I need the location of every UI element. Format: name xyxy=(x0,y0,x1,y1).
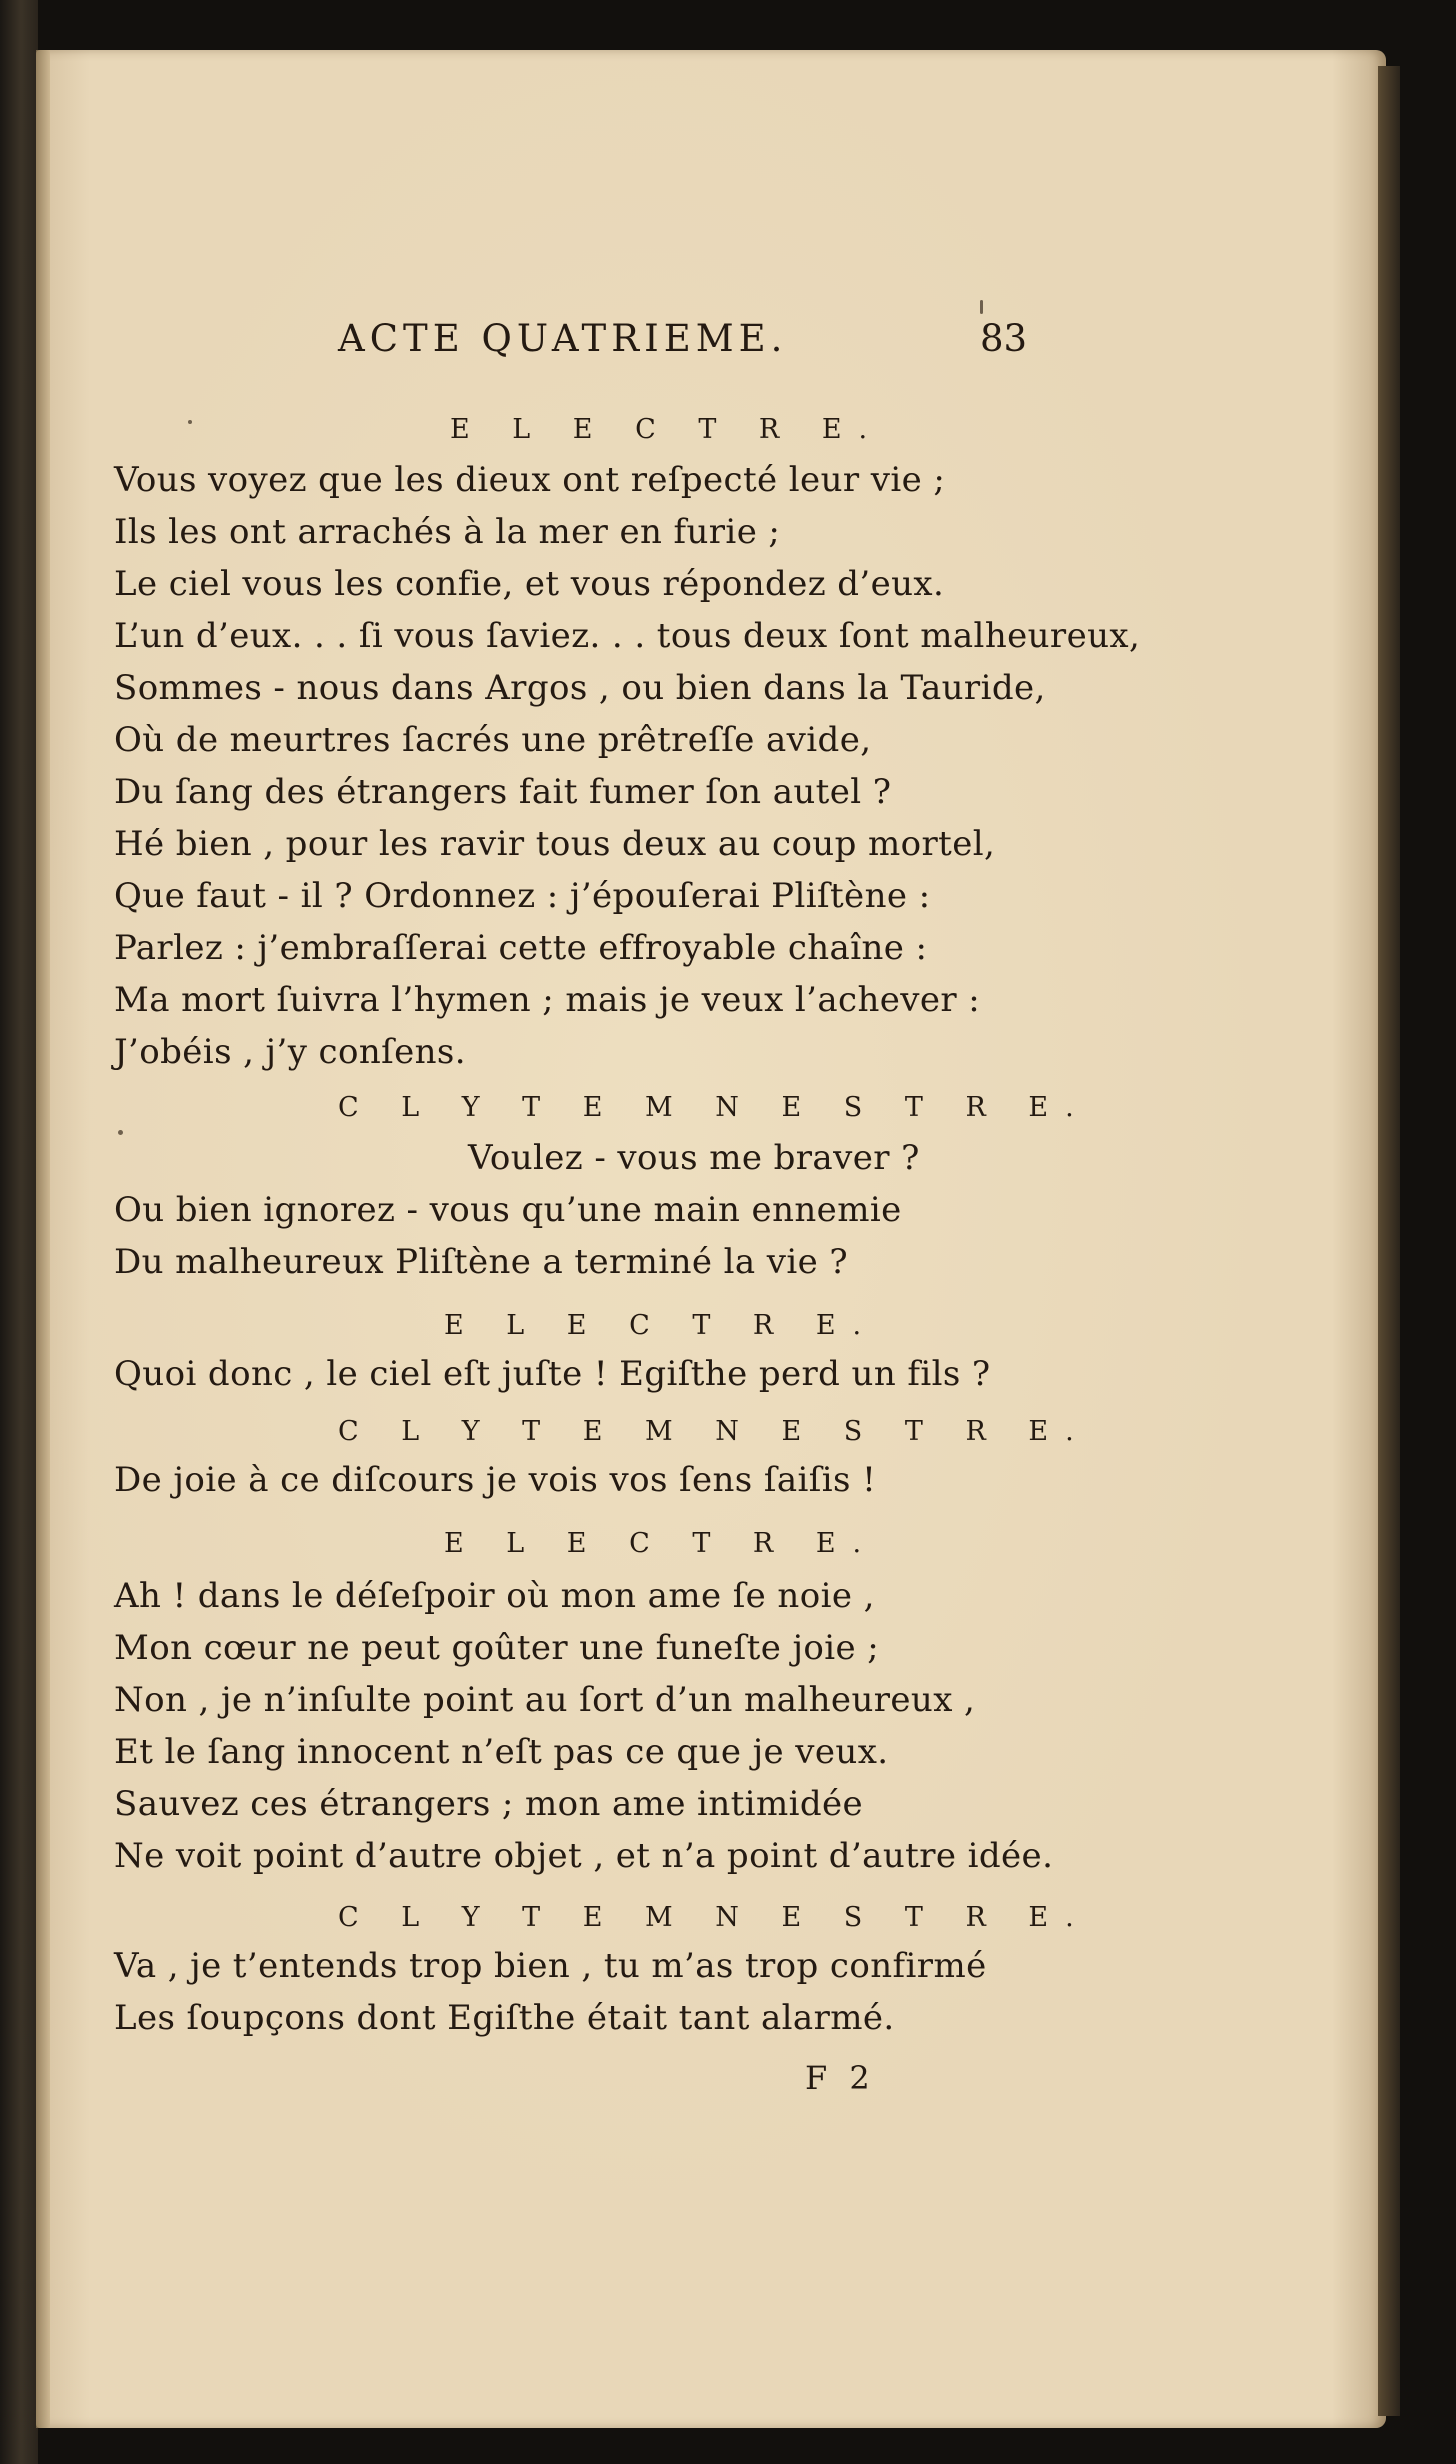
verse-line: Ils les ont arrachés à la mer en furie ; xyxy=(114,512,781,552)
speaker-name: E L E C T R E. xyxy=(450,414,885,445)
verse-line: Parlez : j’embraſſerai cette effroyable chaîne : xyxy=(114,928,928,968)
speaker-name: E L E C T R E. xyxy=(444,1310,879,1341)
verse-line: Et le ſang innocent n’eſt pas ce que je veux. xyxy=(114,1732,889,1772)
verse-line: Que faut - il ? Ordonnez : j’épouſerai Pliſtène : xyxy=(114,876,931,916)
verse-line: Ah ! dans le déſeſpoir où mon ame ſe noie , xyxy=(114,1576,875,1616)
verse-line: Ne voit point d’autre objet , et n’a point d’autre idée. xyxy=(114,1836,1054,1876)
verse-line: Les ſoupçons dont Egiſthe était tant alarmé. xyxy=(114,1998,895,2038)
verse-line: Où de meurtres ſacrés une prêtreſſe avide, xyxy=(114,720,872,760)
signature-mark: F 2 xyxy=(805,2059,876,2097)
verse-line: Mon cœur ne peut goûter une funeſte joie ; xyxy=(114,1628,880,1668)
verse-line: Sauvez ces étrangers ; mon ame intimidée xyxy=(114,1784,864,1824)
running-head-title: ACTE QUATRIEME. xyxy=(338,317,788,360)
verse-line: De joie à ce diſcours je vois vos ſens ſaiſis ! xyxy=(114,1460,877,1500)
verse-line: Du ſang des étrangers fait fumer ſon autel ? xyxy=(114,772,892,812)
ink-speck xyxy=(980,300,983,314)
speaker-name: C L Y T E M N E S T R E. xyxy=(338,1092,1091,1123)
verse-line: Du malheureux Pliſtène a terminé la vie ? xyxy=(114,1242,848,1282)
verse-line: Vous voyez que les dieux ont reſpecté leur vie ; xyxy=(114,460,946,500)
page-number: 83 xyxy=(980,317,1028,360)
verse-line: Quoi donc , le ciel eſt juſte ! Egiſthe perd un fils ? xyxy=(114,1354,991,1394)
verse-line: Non , je n’inſulte point au ſort d’un malheureux , xyxy=(114,1680,976,1720)
verse-line: L’un d’eux. . . ſi vous ſaviez. . . tous deux ſont malheureux, xyxy=(114,616,1141,656)
speaker-name: C L Y T E M N E S T R E. xyxy=(338,1902,1091,1933)
ink-speck xyxy=(188,420,192,424)
ink-speck xyxy=(118,1130,123,1135)
verse-line: Le ciel vous les confie, et vous répondez d’eux. xyxy=(114,564,945,604)
verse-line: Sommes - nous dans Argos , ou bien dans la Tauride, xyxy=(114,668,1046,708)
speaker-name: C L Y T E M N E S T R E. xyxy=(338,1416,1091,1447)
verse-line: Va , je t’entends trop bien , tu m’as trop confirmé xyxy=(114,1946,987,1986)
verse-line: Voulez - vous me braver ? xyxy=(468,1138,920,1178)
verse-line: J’obéis , j’y conſens. xyxy=(114,1032,466,1072)
speaker-name: E L E C T R E. xyxy=(444,1528,879,1559)
verse-line: Hé bien , pour les ravir tous deux au coup mortel, xyxy=(114,824,996,864)
verse-line: Ma mort ſuivra l’hymen ; mais je veux l’achever : xyxy=(114,980,981,1020)
verse-line: Ou bien ignorez - vous qu’une main ennemie xyxy=(114,1190,902,1230)
